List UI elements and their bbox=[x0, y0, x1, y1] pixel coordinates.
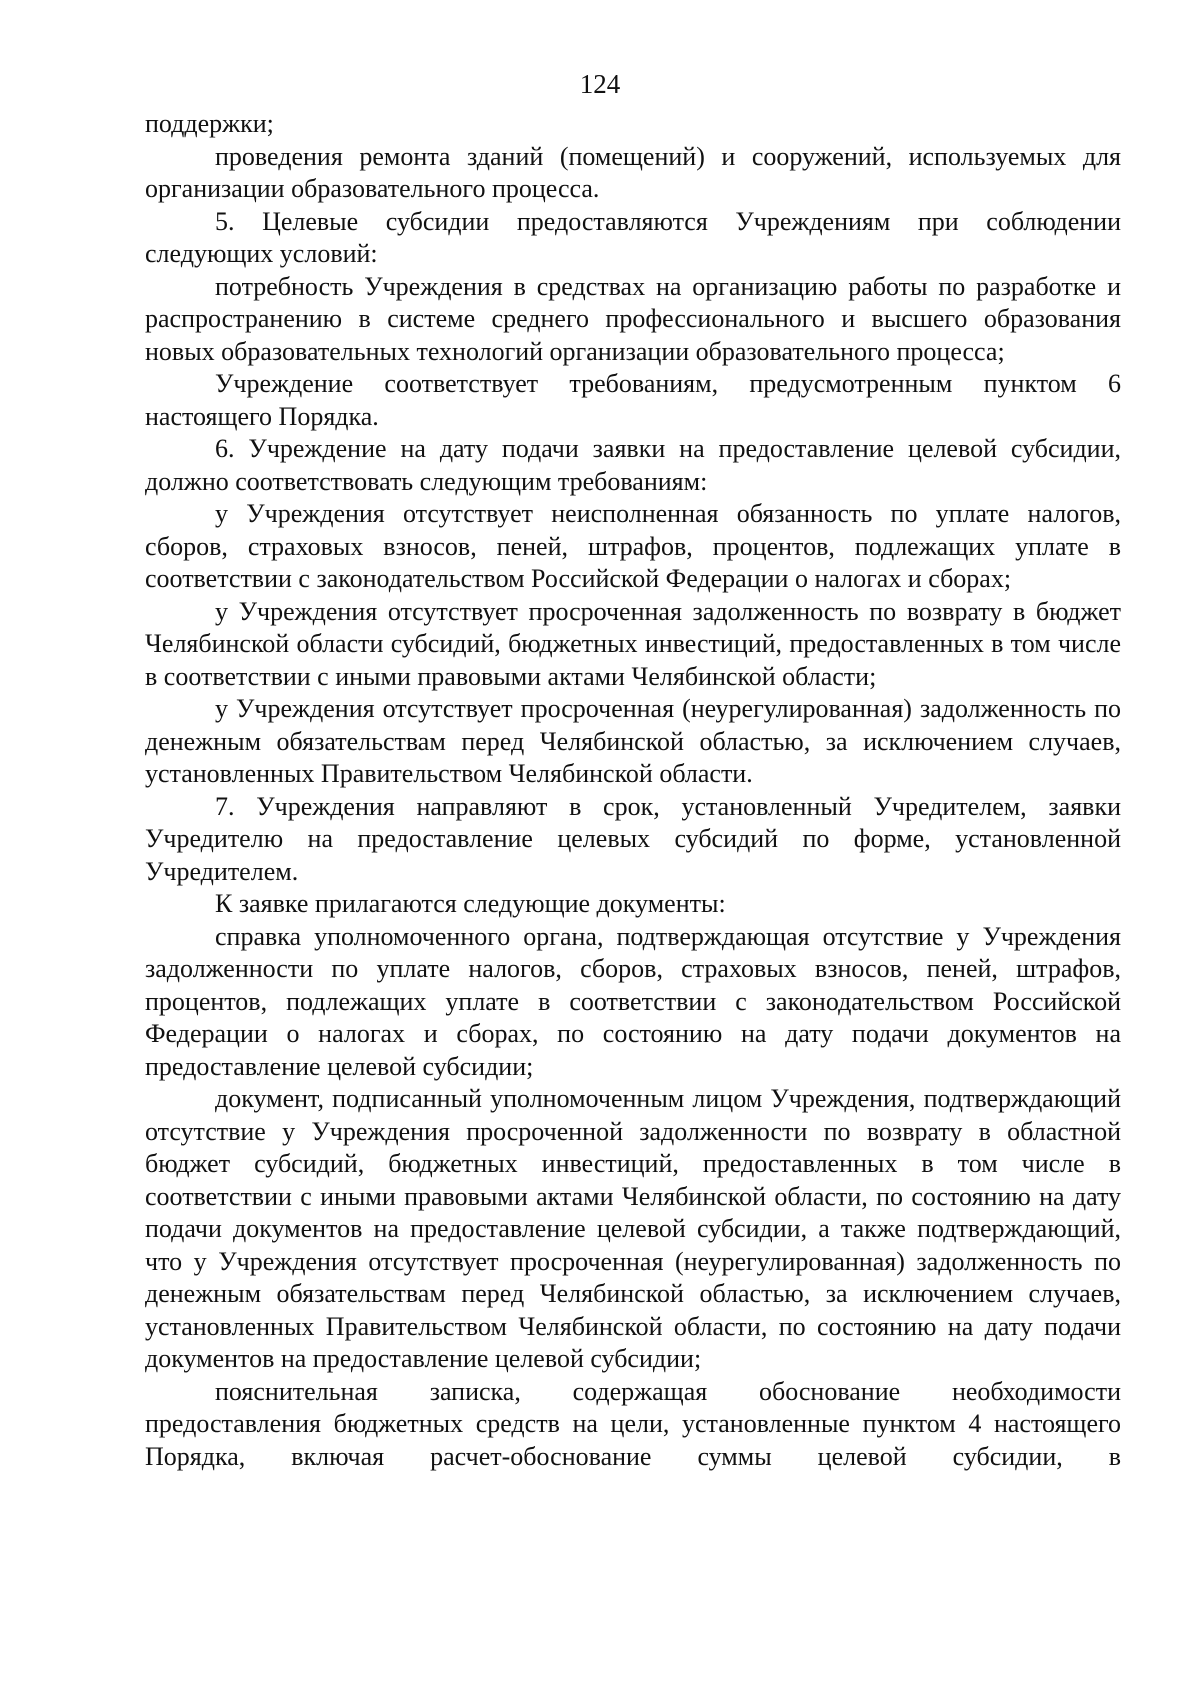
document-body bbox=[145, 108, 1121, 1473]
paragraph-repair-buildings: проведения ремонта зданий (помещений) и сооружений, используемых для организации образовательного процесса. bbox=[145, 141, 1121, 203]
paragraph-condition-need: потребность Учреждения в средствах на организацию работы по разработке и распространению в системе среднего профессионального и высшего образования новых образовательных технологий организации образовательного процесса; bbox=[145, 271, 1121, 366]
paragraph-documents-intro: К заявке прилагаются следующие документы: bbox=[215, 889, 726, 918]
paragraph-condition-requirements: Учреждение соответствует требованиям, предусмотренным пунктом 6 настоящего Порядка. bbox=[145, 369, 1121, 431]
paragraph-item-7: 7. Учреждения направляют в срок, установленный Учредителем, заявки Учредителю на предоставление целевых субсидий по форме, установленной Учредителем. bbox=[145, 791, 1121, 886]
paragraph-continuation: поддержки; bbox=[145, 109, 274, 138]
paragraph-document-explanatory-note: пояснительная записка, содержащая обоснование необходимости предоставления бюджетных средств на цели, установленные пунктом 4 настоящего Порядка, включая расчет-обоснование суммы целевой субсидии, в bbox=[145, 1376, 1121, 1471]
paragraph-document-tax-certificate: справка уполномоченного органа, подтверждающая отсутствие у Учреждения задолженности по уплате налогов, сборов, страховых взносов, пеней, штрафов, процентов, подлежащих уплате в соответствии с законодательством Российской Федерации о налогах и сборах, по состоянию на дату подачи документов на предоставление целевой субсидии; bbox=[145, 921, 1121, 1081]
page-number: 124 bbox=[579, 69, 621, 99]
paragraph-item-5: 5. Целевые субсидии предоставляются Учреждениям при соблюдении следующих условий: bbox=[145, 206, 1121, 268]
paragraph-requirement-budget-debt: у Учреждения отсутствует просроченная задолженность по возврату в бюджет Челябинской области субсидий, бюджетных инвестиций, предоставленных в том числе в соответствии с иными правовыми актами Челябинской области; bbox=[145, 596, 1121, 691]
paragraph-document-signed-statement: документ, подписанный уполномоченным лицом Учреждения, подтверждающий отсутствие у Учреждения просроченной задолженности по возврату в областной бюджет субсидий, бюджетных инвестиций, предоставленных в том числе в соответствии с иными правовыми актами Челябинской области, по состоянию на дату подачи документов на предоставление целевой субсидии, а также подтверждающий, что у Учреждения отсутствует просроченная (неурегулированная) задолженность по денежным обязательствам перед Челябинской областью, за исключением случаев, установленных Правительством Челябинской области, по состоянию на дату подачи документов на предоставление целевой субсидии; bbox=[145, 1084, 1121, 1373]
paragraph-requirement-obligations: у Учреждения отсутствует просроченная (неурегулированная) задолженность по денежным обязательствам перед Челябинской областью, за исключением случаев, установленных Правительством Челябинской области. bbox=[145, 694, 1121, 788]
paragraph-item-6: 6. Учреждение на дату подачи заявки на предоставление целевой субсидии, должно соответствовать следующим требованиям: bbox=[145, 434, 1121, 496]
paragraph-requirement-taxes: у Учреждения отсутствует неисполненная обязанность по уплате налогов, сборов, страховых взносов, пеней, штрафов, процентов, подлежащих уплате в соответствии с законодательством Российской Федерации о налогах и сборах; bbox=[145, 499, 1121, 593]
